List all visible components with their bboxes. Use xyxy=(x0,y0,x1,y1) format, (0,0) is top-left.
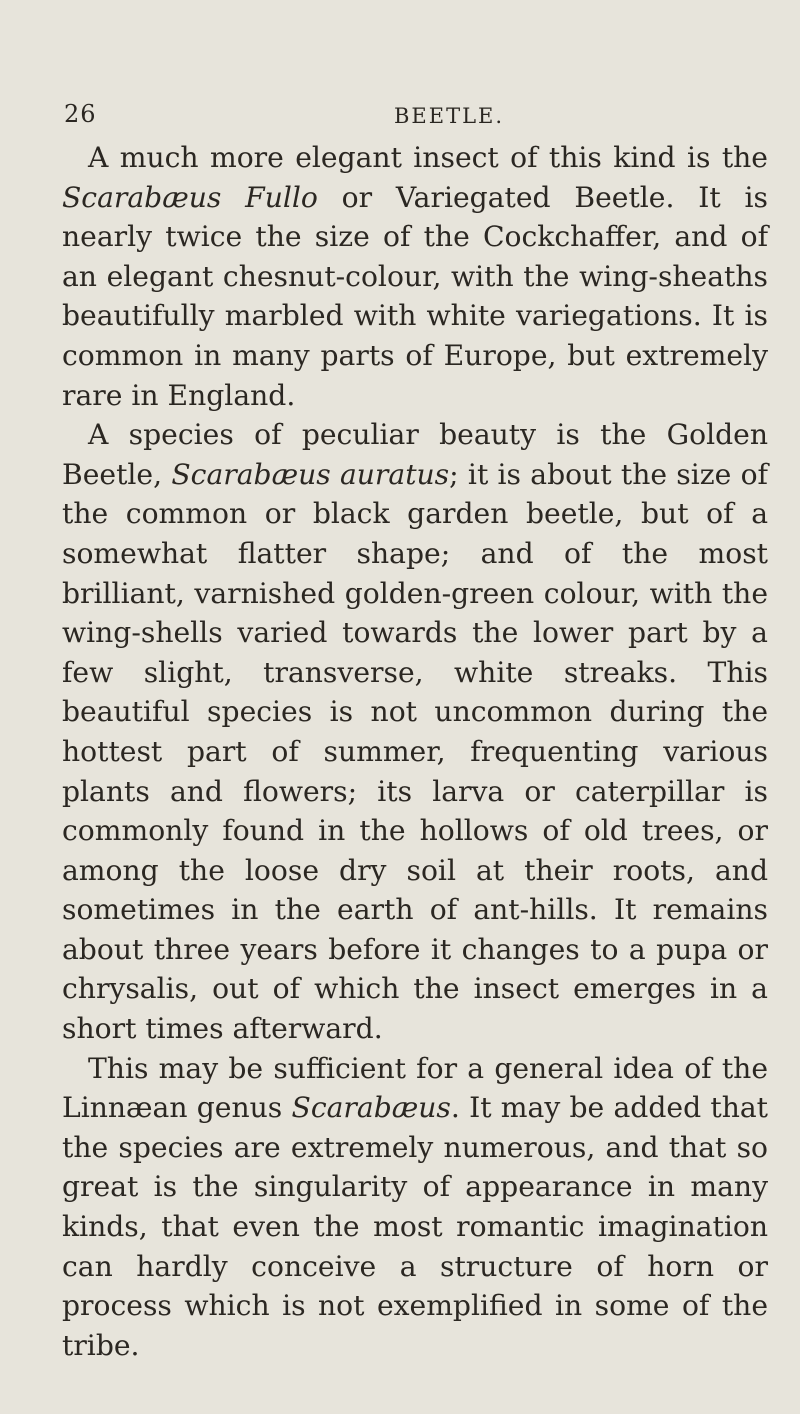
page-number: 26 xyxy=(64,100,97,128)
paragraph-2 xyxy=(62,415,768,1049)
italic-text-run: Scarabæus auratus xyxy=(171,457,450,491)
text-run: or Variegated Beetle. It is nearly twice the size of the Cockchaffer, and of an elegant chesnut-colour, with the wing-sheaths beautifully marbled with white variegations. It is common in many parts of Europe, but extremely rare in England. xyxy=(62,180,768,412)
text-run: This may be sufficient for a general idea of the Linnæan genus xyxy=(62,1051,768,1125)
text-run: ; it is about the size of the common or black garden beetle, but of a somewhat flatter shape; and of the most brilliant, varnished golden-green colour, with the wing-shells varied towards the lower part by a few slight, transverse, white streaks. This beautiful species is not uncommon during the hottest part of summer, frequenting various plants and flowers; its larva or caterpillar is commonly found in the hollows of old trees, or among the loose dry soil at their roots, and sometimes in the earth of ant-hills. It remains about three years before it changes to a pupa or chrysalis, out of which the insect emerges in a short times afterward. xyxy=(62,457,768,1046)
paragraph-3 xyxy=(62,1049,768,1366)
text-run: A species of peculiar beauty is the Golden Beetle, xyxy=(62,418,768,491)
text-run: . It may be added that the species are extremely numerous, and that so great is the singularity of appearance in many kinds, that even the most romantic imagination can hardly conceive a structure of horn or process which is not exemplified in some of the tribe. xyxy=(62,1091,768,1362)
text-run: A much more elegant insect of this kind is the xyxy=(88,141,768,174)
italic-text-run: Scarabæus Fullo xyxy=(62,180,318,214)
body-text xyxy=(62,138,768,1365)
running-title: BEETLE. xyxy=(394,104,505,128)
italic-text-run: Scarabæus xyxy=(291,1091,451,1125)
paragraph-1 xyxy=(62,138,768,415)
